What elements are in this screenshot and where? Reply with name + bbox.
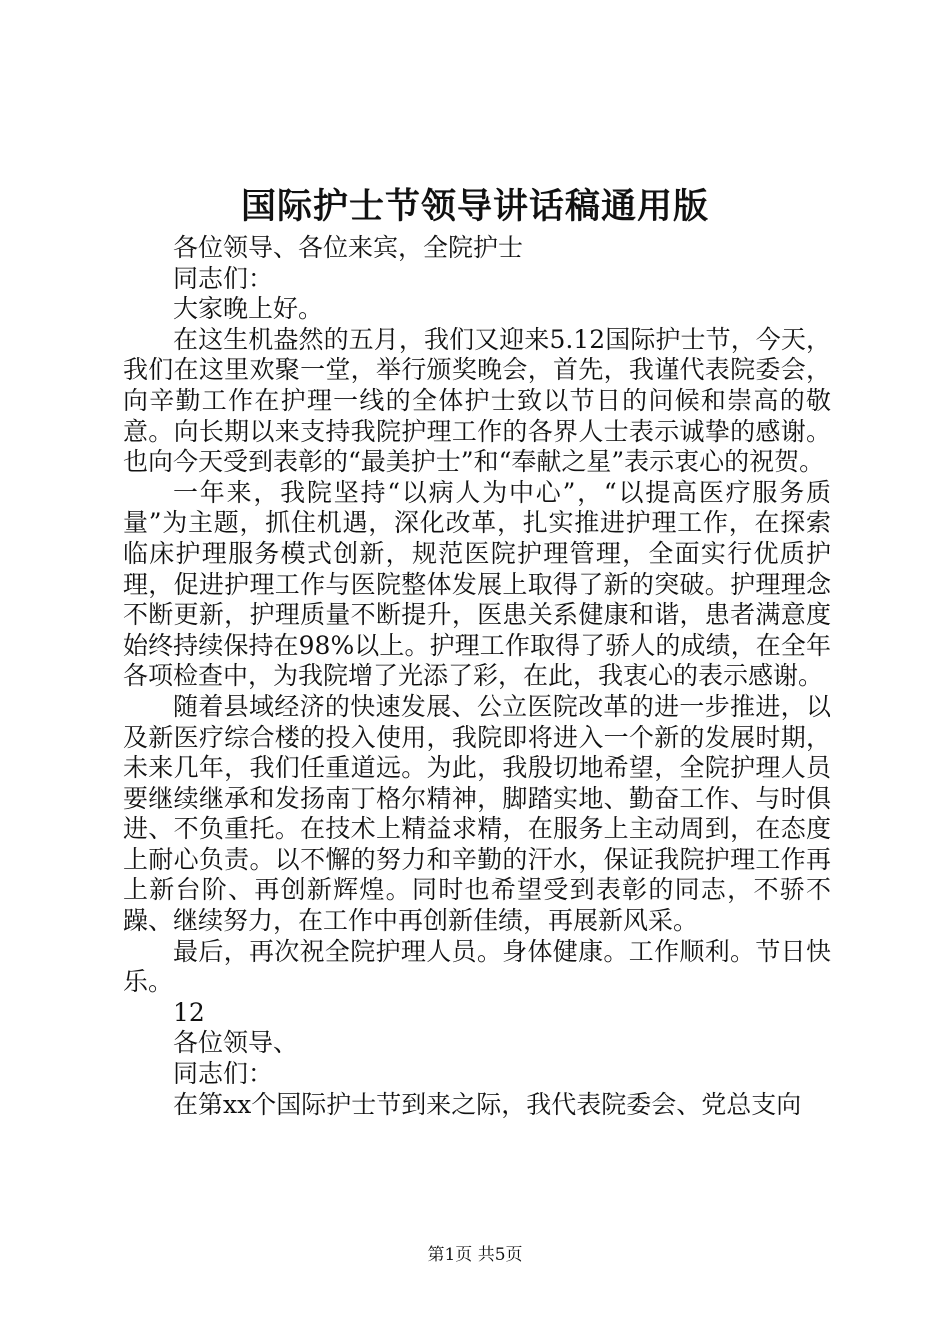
paragraph-achievements: 一年来，我院坚持“以病人为中心”，“以提高医疗服务质量”为主题，抓住机遇，深化改革，扎实推进护理工作，在探索临床护理服务模式创新，规范医院护理管理，全面实行优质护理，促进护理工作与医院整体发展上取得了新的突破。护理理念不断更新，护理质量不断提升，医患关系健康和谐，患者满意度始终持续保持在98%以上。护理工作取得了骄人的成绩，在全年各项检查中，为我院增了光添了彩，在此，我衷心的表示感谢。: [123, 477, 831, 691]
paragraph-comrades: 同志们：: [173, 263, 274, 293]
paragraph-opening: 在这生机盎然的五月，我们又迎来5.12国际护士节，今天，我们在这里欢聚一堂，举行颁奖晚会，首先，我谨代表院委会，向辛勤工作在护理一线的全体护士致以节日的问候和崇高的敬意。向长期以来支持我院护理工作的各界人士表示诚挚的感谢。也向今天受到表彰的“最美护士”和“奉献之星”表示衷心的祝贺。: [123, 324, 831, 477]
paragraph-greeting: 大家晚上好。: [173, 294, 324, 324]
paragraph-salutation: 各位领导、各位来宾，全院护士: [173, 233, 524, 262]
paragraph-expectations: 随着县域经济的快速发展、公立医院改革的进一步推进，以及新医疗综合楼的投入使用，我院即将进入一个新的发展时期，未来几年，我们任重道远。为此，我殷切地希望，全院护理人员要继续继承和发扬南丁格尔精神，脚踏实地、勤奋工作、与时俱进、不负重托。在技术上精益求精，在服务上主动周到，在态度上耐心负责。以不懈的努力和辛勤的汗水，保证我院护理工作再上新台阶、再创新辉煌。同时也希望受到表彰的同志，不骄不躁、继续努力，在工作中再创新佳绩，再展新风采。: [123, 691, 831, 936]
paragraph-salutation-2: 各位领导、: [173, 1028, 299, 1058]
document-title: 国际护士节领导讲话稿通用版: [240, 186, 709, 227]
paragraph-second-opening: 在第xx个国际护士节到来之际，我代表院委会、党总支向: [173, 1089, 802, 1119]
document-body: [123, 233, 831, 1120]
paragraph-section-number: 12: [173, 997, 205, 1027]
paragraph-comrades-2: 同志们：: [173, 1059, 274, 1089]
page-footer: 第1页 共5页: [427, 1245, 523, 1265]
paragraph-closing: 最后，再次祝全院护理人员。身体健康。工作顺利。节日快乐。: [123, 936, 831, 997]
